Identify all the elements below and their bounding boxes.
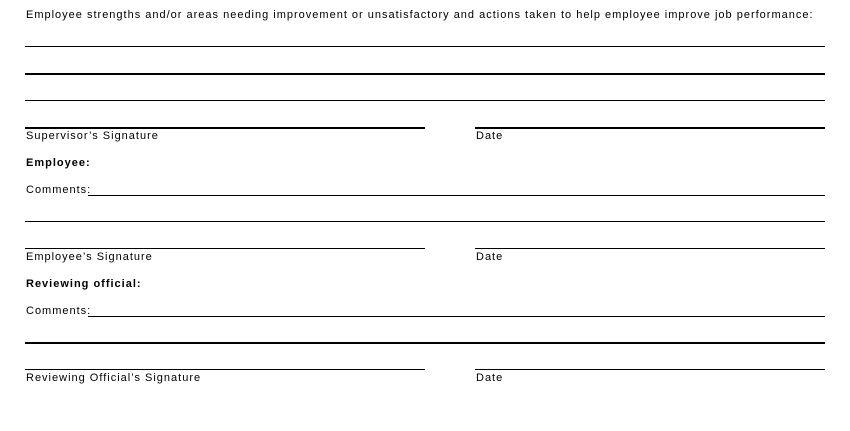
reviewing-official-signature-line[interactable] bbox=[25, 369, 425, 370]
performance-notes-line-1[interactable] bbox=[25, 46, 825, 47]
reviewing-official-date-label: Date bbox=[476, 372, 504, 384]
reviewing-comments-line-1[interactable] bbox=[88, 316, 825, 317]
employee-comments-line-1[interactable] bbox=[88, 195, 825, 196]
employee-comments-label: Comments: bbox=[26, 184, 92, 196]
performance-notes-line-3[interactable] bbox=[25, 100, 825, 101]
reviewing-comments-label: Comments: bbox=[26, 305, 92, 317]
supervisor-signature-label: Supervisor’s Signature bbox=[26, 130, 159, 142]
employee-signature-line[interactable] bbox=[25, 248, 425, 249]
employee-date-line[interactable] bbox=[475, 248, 825, 249]
employee-heading: Employee: bbox=[26, 157, 91, 169]
supervisor-date-label: Date bbox=[476, 130, 504, 142]
employee-comments-line-2[interactable] bbox=[25, 221, 825, 222]
supervisor-date-line[interactable] bbox=[475, 127, 825, 129]
reviewing-official-date-line[interactable] bbox=[475, 369, 825, 370]
reviewing-official-heading: Reviewing official: bbox=[26, 278, 142, 290]
performance-notes-line-2[interactable] bbox=[25, 73, 825, 75]
reviewing-comments-line-2[interactable] bbox=[25, 342, 825, 344]
reviewing-official-signature-label: Reviewing Official’s Signature bbox=[26, 372, 202, 384]
employee-signature-label: Employee’s Signature bbox=[26, 251, 153, 263]
supervisor-signature-line[interactable] bbox=[25, 127, 425, 129]
employee-date-label: Date bbox=[476, 251, 504, 263]
performance-notes-label: Employee strengths and/or areas needing improvement or unsatisfactory and actions taken to help employee improve job performance: bbox=[26, 9, 814, 21]
